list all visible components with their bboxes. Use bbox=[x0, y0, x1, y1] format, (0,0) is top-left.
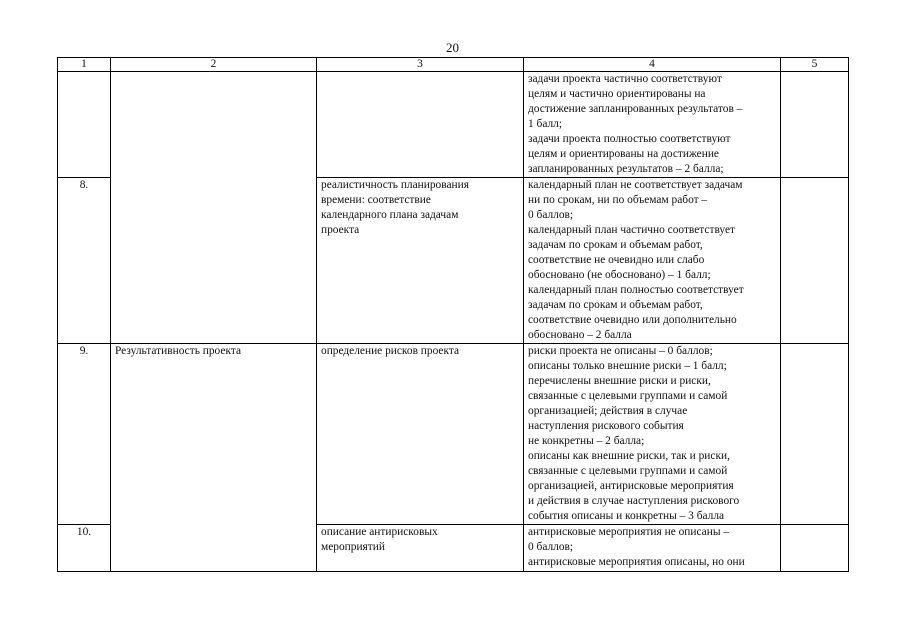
column-header: 2 bbox=[111, 58, 317, 72]
assessment-line: связанные с целевыми группами и самой bbox=[528, 465, 728, 477]
assessment-line: достижение запланированных результатов – bbox=[528, 103, 743, 115]
indicator-line: описание антирисковых bbox=[321, 526, 438, 538]
indicator-cell bbox=[317, 525, 524, 572]
assessment-cell bbox=[524, 525, 781, 572]
assessment-line: описаны только внешние риски – 1 балл; bbox=[528, 360, 727, 372]
assessment-line: не конкретны – 2 балла; bbox=[528, 435, 645, 447]
assessment-line: календарный план не соответствует задачам bbox=[528, 179, 743, 191]
column-header-row bbox=[58, 58, 849, 72]
assessment-line: перечислены внешние риски и риски, bbox=[528, 375, 711, 387]
column-header: 3 bbox=[317, 58, 524, 72]
row-number: 10. bbox=[58, 525, 111, 572]
assessment-line: задачам по срокам и объемам работ, bbox=[528, 239, 703, 251]
indicator-cell bbox=[317, 344, 524, 525]
criteria-table bbox=[57, 57, 849, 572]
column-header: 5 bbox=[781, 58, 849, 72]
assessment-line: задачам по срокам и объемам работ, bbox=[528, 299, 703, 311]
indicator-line: проекта bbox=[321, 224, 360, 236]
table-row bbox=[58, 72, 849, 178]
assessment-line: календарный план частично соответствует bbox=[528, 224, 736, 236]
assessment-cell bbox=[524, 344, 781, 525]
assessment-line: ни по срокам, ни по объемам работ – bbox=[528, 194, 708, 206]
assessment-line: обосновано – 2 балла bbox=[528, 329, 632, 341]
assessment-line: обосновано (не обосновано) – 1 балл; bbox=[528, 269, 711, 281]
criterion-cell bbox=[111, 344, 317, 572]
assessment-line: целям и частично ориентированы на bbox=[528, 88, 706, 100]
assessment-line: целям и ориентированы на достижение bbox=[528, 148, 719, 160]
assessment-line: 1 балл; bbox=[528, 118, 563, 130]
note-cell bbox=[781, 178, 849, 344]
column-header: 1 bbox=[58, 58, 111, 72]
note-cell bbox=[781, 525, 849, 572]
assessment-line: задачи проекта частично соответствуют bbox=[528, 73, 722, 85]
indicator-line: календарного плана задачам bbox=[321, 209, 459, 221]
assessment-line: соответствие не очевидно или слабо bbox=[528, 254, 705, 266]
indicator-cell bbox=[317, 72, 524, 178]
assessment-line: связанные с целевыми группами и самой bbox=[528, 390, 728, 402]
assessment-line: события описаны и конкретны – 3 балла bbox=[528, 510, 725, 522]
assessment-line: антирисковые мероприятия не описаны – bbox=[528, 526, 730, 538]
indicator-line: мероприятий bbox=[321, 541, 385, 553]
indicator-line: определение рисков проекта bbox=[321, 345, 460, 357]
assessment-line: описаны как внешние риски, так и риски, bbox=[528, 450, 730, 462]
assessment-line: соответствие очевидно или дополнительно bbox=[528, 314, 737, 326]
page-number: 20 bbox=[446, 40, 459, 55]
assessment-line: календарный план полностью соответствует bbox=[528, 284, 744, 296]
assessment-cell bbox=[524, 178, 781, 344]
assessment-line: запланированных результатов – 2 балла; bbox=[528, 163, 724, 175]
indicator-cell bbox=[317, 178, 524, 344]
indicator-line: времени: соответствие bbox=[321, 194, 431, 206]
assessment-cell bbox=[524, 72, 781, 178]
column-header: 4 bbox=[524, 58, 781, 72]
row-number: 8. bbox=[58, 178, 111, 344]
table-row bbox=[58, 344, 849, 525]
criterion-cell bbox=[111, 72, 317, 344]
note-cell bbox=[781, 72, 849, 178]
assessment-line: наступления рискового события bbox=[528, 420, 684, 432]
criterion-label: Результативность проекта bbox=[115, 345, 241, 357]
assessment-line: организацией, антирисковые мероприятия bbox=[528, 480, 734, 492]
assessment-line: задачи проекта полностью соответствуют bbox=[528, 133, 731, 145]
indicator-line: реалистичность планирования bbox=[321, 179, 469, 191]
assessment-line: организацией; действия в случае bbox=[528, 405, 688, 417]
assessment-line: 0 баллов; bbox=[528, 541, 574, 553]
assessment-line: и действия в случае наступления рискового bbox=[528, 495, 740, 507]
assessment-line: антирисковые мероприятия описаны, но они bbox=[528, 556, 745, 568]
row-number: 9. bbox=[58, 344, 111, 525]
assessment-line: 0 баллов; bbox=[528, 209, 574, 221]
note-cell bbox=[781, 344, 849, 525]
assessment-line: риски проекта не описаны – 0 баллов; bbox=[528, 345, 713, 357]
row-number bbox=[58, 72, 111, 178]
